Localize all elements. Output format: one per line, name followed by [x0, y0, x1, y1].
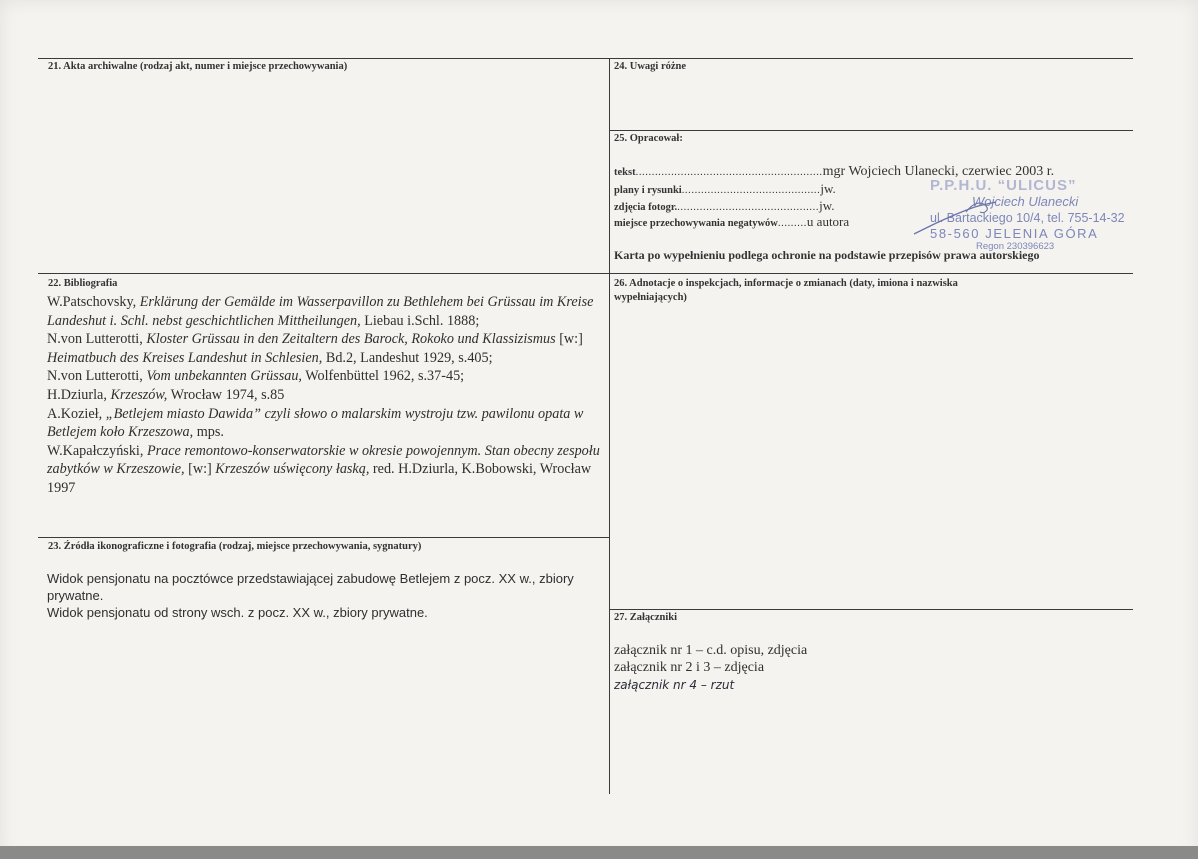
handwritten-attachment: załącznik nr 4 – rzut — [614, 678, 735, 692]
top-rule — [38, 58, 1133, 59]
bib-author: H.Dziurla, — [47, 386, 111, 403]
company-stamp-line4: 58-560 JELENIA GÓRA — [930, 226, 1099, 241]
company-stamp-line1: P.P.H.U. “ULICUS” — [930, 177, 1077, 194]
center-divider — [609, 58, 610, 794]
rule-22-23 — [38, 537, 609, 538]
credits-dots: ............................................ — [677, 202, 820, 213]
credits-value: jw. — [820, 181, 836, 196]
scan-border — [0, 846, 1198, 859]
company-stamp-line2: Wojciech Ulanecki — [972, 194, 1079, 209]
bib-details: red. H.Dziurla, K.Bobowski, Wrocław 1997 — [47, 461, 592, 496]
bibliography-entry — [47, 405, 603, 442]
bib-title: „Betlejem miasto Dawida” czyli słowo o malarskim wystroju tzw. pawilonu opata w Betlejem koło Krzeszowa, — [47, 405, 584, 441]
credits-row-plans — [614, 181, 836, 197]
section-21-title: 21. Akta archiwalne (rodzaj akt, numer i miejsce przechowywania) — [48, 61, 348, 72]
bib-author: N.von Lutterotti, — [47, 368, 147, 385]
company-stamp-line3: ul. Bartackiego 10/4, tel. 755-14-32 — [930, 211, 1125, 225]
bib-details: Wolfenbüttel 1962, s.37-45; — [301, 368, 465, 385]
bibliography-entry — [47, 367, 603, 386]
bib-title: Erklärung der Gemälde im Wasserpavillon zu Bethlehem bei Grüssau im Kreise Landeshut i. Schl. nebst geschichtlichen Mittheilungen, — [47, 294, 594, 329]
bib-details: Bd.2, Landeshut 1929, s.405; — [322, 349, 493, 366]
rule-21-22 — [38, 273, 1133, 274]
bibliography-entry — [47, 330, 603, 367]
credits-row-photos — [614, 198, 835, 214]
rule-26-27 — [609, 609, 1133, 610]
section-22-title: 22. Bibliografia — [48, 278, 118, 289]
attachment-item: załącznik nr 2 i 3 – zdjęcia — [614, 660, 765, 675]
section-24-title: 24. Uwagi różne — [614, 61, 687, 72]
bib-title: Prace remontowo-konserwatorskie w okresie powojennym. Stan obecny zespołu zabytków w Krzeszowie, — [47, 442, 600, 478]
credits-dots: ........................................... — [681, 185, 821, 196]
credits-dots: .......................................................... — [635, 167, 823, 178]
credits-row-negatives — [614, 214, 849, 230]
bib-details: mps. — [193, 424, 224, 441]
section-25-title: 25. Opracował: — [614, 133, 683, 144]
bibliography-entry — [47, 293, 603, 330]
credits-value: mgr Wojciech Ulanecki, czerwiec 2003 r. — [822, 164, 1055, 179]
attachment-item: załącznik nr 1 – c.d. opisu, zdjęcia — [614, 643, 808, 658]
signature-mark — [910, 198, 1000, 238]
bib-title: Vom unbekannten Grüssau, — [146, 368, 302, 385]
bib-details: Liebau i.Schl. 1888; — [360, 312, 480, 329]
iconography-item: Widok pensjonatu na pocztówce przedstawiającej zabudowę Betlejem z pocz. XX w., zbiory prywatne. — [47, 571, 574, 603]
credits-label: tekst — [614, 167, 636, 178]
credits-dots: ......... — [777, 218, 807, 229]
credits-label: miejsce przechowywania negatywów — [614, 218, 778, 229]
bib-title: Krzeszów, — [110, 386, 168, 403]
bib-source-title: Heimatbuch des Kreises Landeshut in Schlesien, — [47, 349, 323, 366]
attachments-list — [614, 642, 1124, 676]
bib-in: [w:] — [555, 331, 583, 348]
bibliography-entry — [47, 386, 603, 405]
section-27-title: 27. Załączniki — [614, 612, 678, 623]
credits-value: jw. — [819, 198, 835, 213]
bib-source-title: Krzeszów uświęcony łaską, — [215, 461, 370, 478]
rule-24-25 — [609, 130, 1133, 131]
bib-author: W.Patschovsky, — [47, 294, 140, 310]
section-26-title-line2: wypełniających) — [614, 292, 687, 303]
bibliography-entry — [47, 442, 603, 498]
bib-author: W.Kapałczyński, — [47, 442, 147, 459]
credits-value: u autora — [806, 214, 850, 229]
bib-author: A.Kozieł, — [47, 405, 106, 422]
credits-label: plany i rysunki — [614, 185, 682, 196]
credits-label: zdjęcia fotogr. — [614, 202, 678, 213]
company-stamp-line5: Regon 230396623 — [976, 241, 1055, 252]
bib-title: Kloster Grüssau in den Zeitaltern des Barock, Rokoko und Klassizismus — [146, 331, 556, 348]
bibliography-list — [47, 293, 603, 498]
iconography-list — [47, 570, 597, 621]
copyright-notice: Karta po wypełnieniu podlega ochronie na podstawie przepisów prawa autorskiego — [614, 248, 1040, 262]
bib-author: N.von Lutterotti, — [47, 331, 147, 348]
section-23-title: 23. Źródła ikonograficzne i fotografia (rodzaj, miejsce przechowywania, sygnatury) — [48, 541, 422, 552]
section-26-title-line1: 26. Adnotacje o inspekcjach, informacje o zmianach (daty, imiona i nazwiska — [614, 278, 958, 289]
bib-details: Wrocław 1974, s.85 — [167, 386, 285, 403]
bib-in: [w:] — [184, 461, 216, 478]
iconography-item: Widok pensjonatu od strony wsch. z pocz. XX w., zbiory prywatne. — [47, 605, 428, 620]
